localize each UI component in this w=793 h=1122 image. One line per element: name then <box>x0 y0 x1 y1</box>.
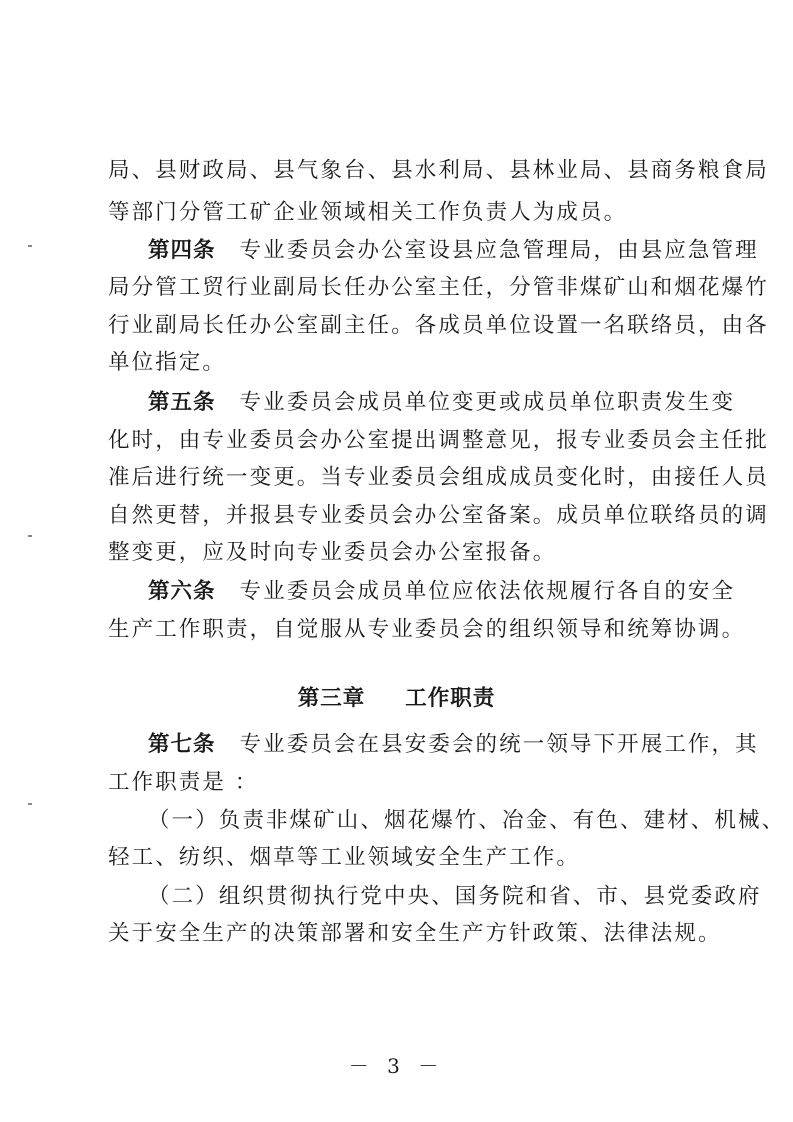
article-6-line <box>148 577 736 606</box>
text-line: 工作职责是 ： <box>108 770 259 795</box>
text-line: 关于安全生产的决策部署和安全生产方针政策、法律法规。 <box>108 921 722 946</box>
text-line: 化时，由专业委员会办公室提出调整意见，报专业委员会主任批 <box>108 428 769 453</box>
scan-mark <box>28 245 32 247</box>
text-line: 准后进行统一变更。当专业委员会组成成员变化时，由接任人员 <box>108 465 769 490</box>
item-line: （一）负责非煤矿山、烟花爆竹、冶金、有色、建材、机械、 <box>148 808 786 833</box>
article-text: 专业委员会办公室设县应急管理局，由县应急管理 <box>239 238 759 263</box>
item-line: （二）组织贯彻执行党中央、国务院和省、市、县党委政府 <box>148 884 762 909</box>
text-line: 轻工、纺织、烟草等工业领域安全生产工作。 <box>108 845 581 870</box>
chapter-title: 工作职责 <box>405 686 496 711</box>
article-label: 第四条 <box>148 238 216 263</box>
text-line: 单位指定。 <box>108 350 227 375</box>
text-line: 整变更，应及时向专业委员会办公室报备。 <box>108 540 557 565</box>
article-text: 专业委员会在县安委会的统一领导下开展工作，其 <box>239 732 759 757</box>
article-label: 第七条 <box>148 732 216 757</box>
page-number: － 3 － <box>348 1054 445 1078</box>
article-label: 第五条 <box>148 390 216 415</box>
article-7-line <box>148 730 759 759</box>
text-line: 局分管工贸行业副局长任办公室主任，分管非煤矿山和烟花爆竹 <box>108 275 769 300</box>
chapter-heading <box>0 684 793 713</box>
chapter-number: 第三章 <box>297 686 366 711</box>
article-5-line <box>148 388 736 417</box>
scan-mark <box>28 535 32 537</box>
text-line: 行业副局长任办公室副主任。各成员单位设置一名联络员，由各 <box>108 313 769 338</box>
article-4-line <box>148 236 759 265</box>
scan-mark <box>28 803 32 805</box>
text-line: 局、县财政局、县气象台、县水利局、县林业局、县商务粮食局 <box>108 158 769 183</box>
article-text: 专业委员会成员单位应依法依规履行各自的安全 <box>239 579 736 604</box>
article-text: 专业委员会成员单位变更或成员单位职责发生变 <box>239 390 736 415</box>
text-line: 自然更替，并报县专业委员会办公室备案。成员单位联络员的调 <box>108 503 769 528</box>
text-line: 生产工作职责，自觉服从专业委员会的组织领导和统筹协调。 <box>108 617 746 642</box>
article-label: 第六条 <box>148 579 216 604</box>
text-line: 等部门分管工矿企业领域相关工作负责人为成员。 <box>108 200 628 225</box>
